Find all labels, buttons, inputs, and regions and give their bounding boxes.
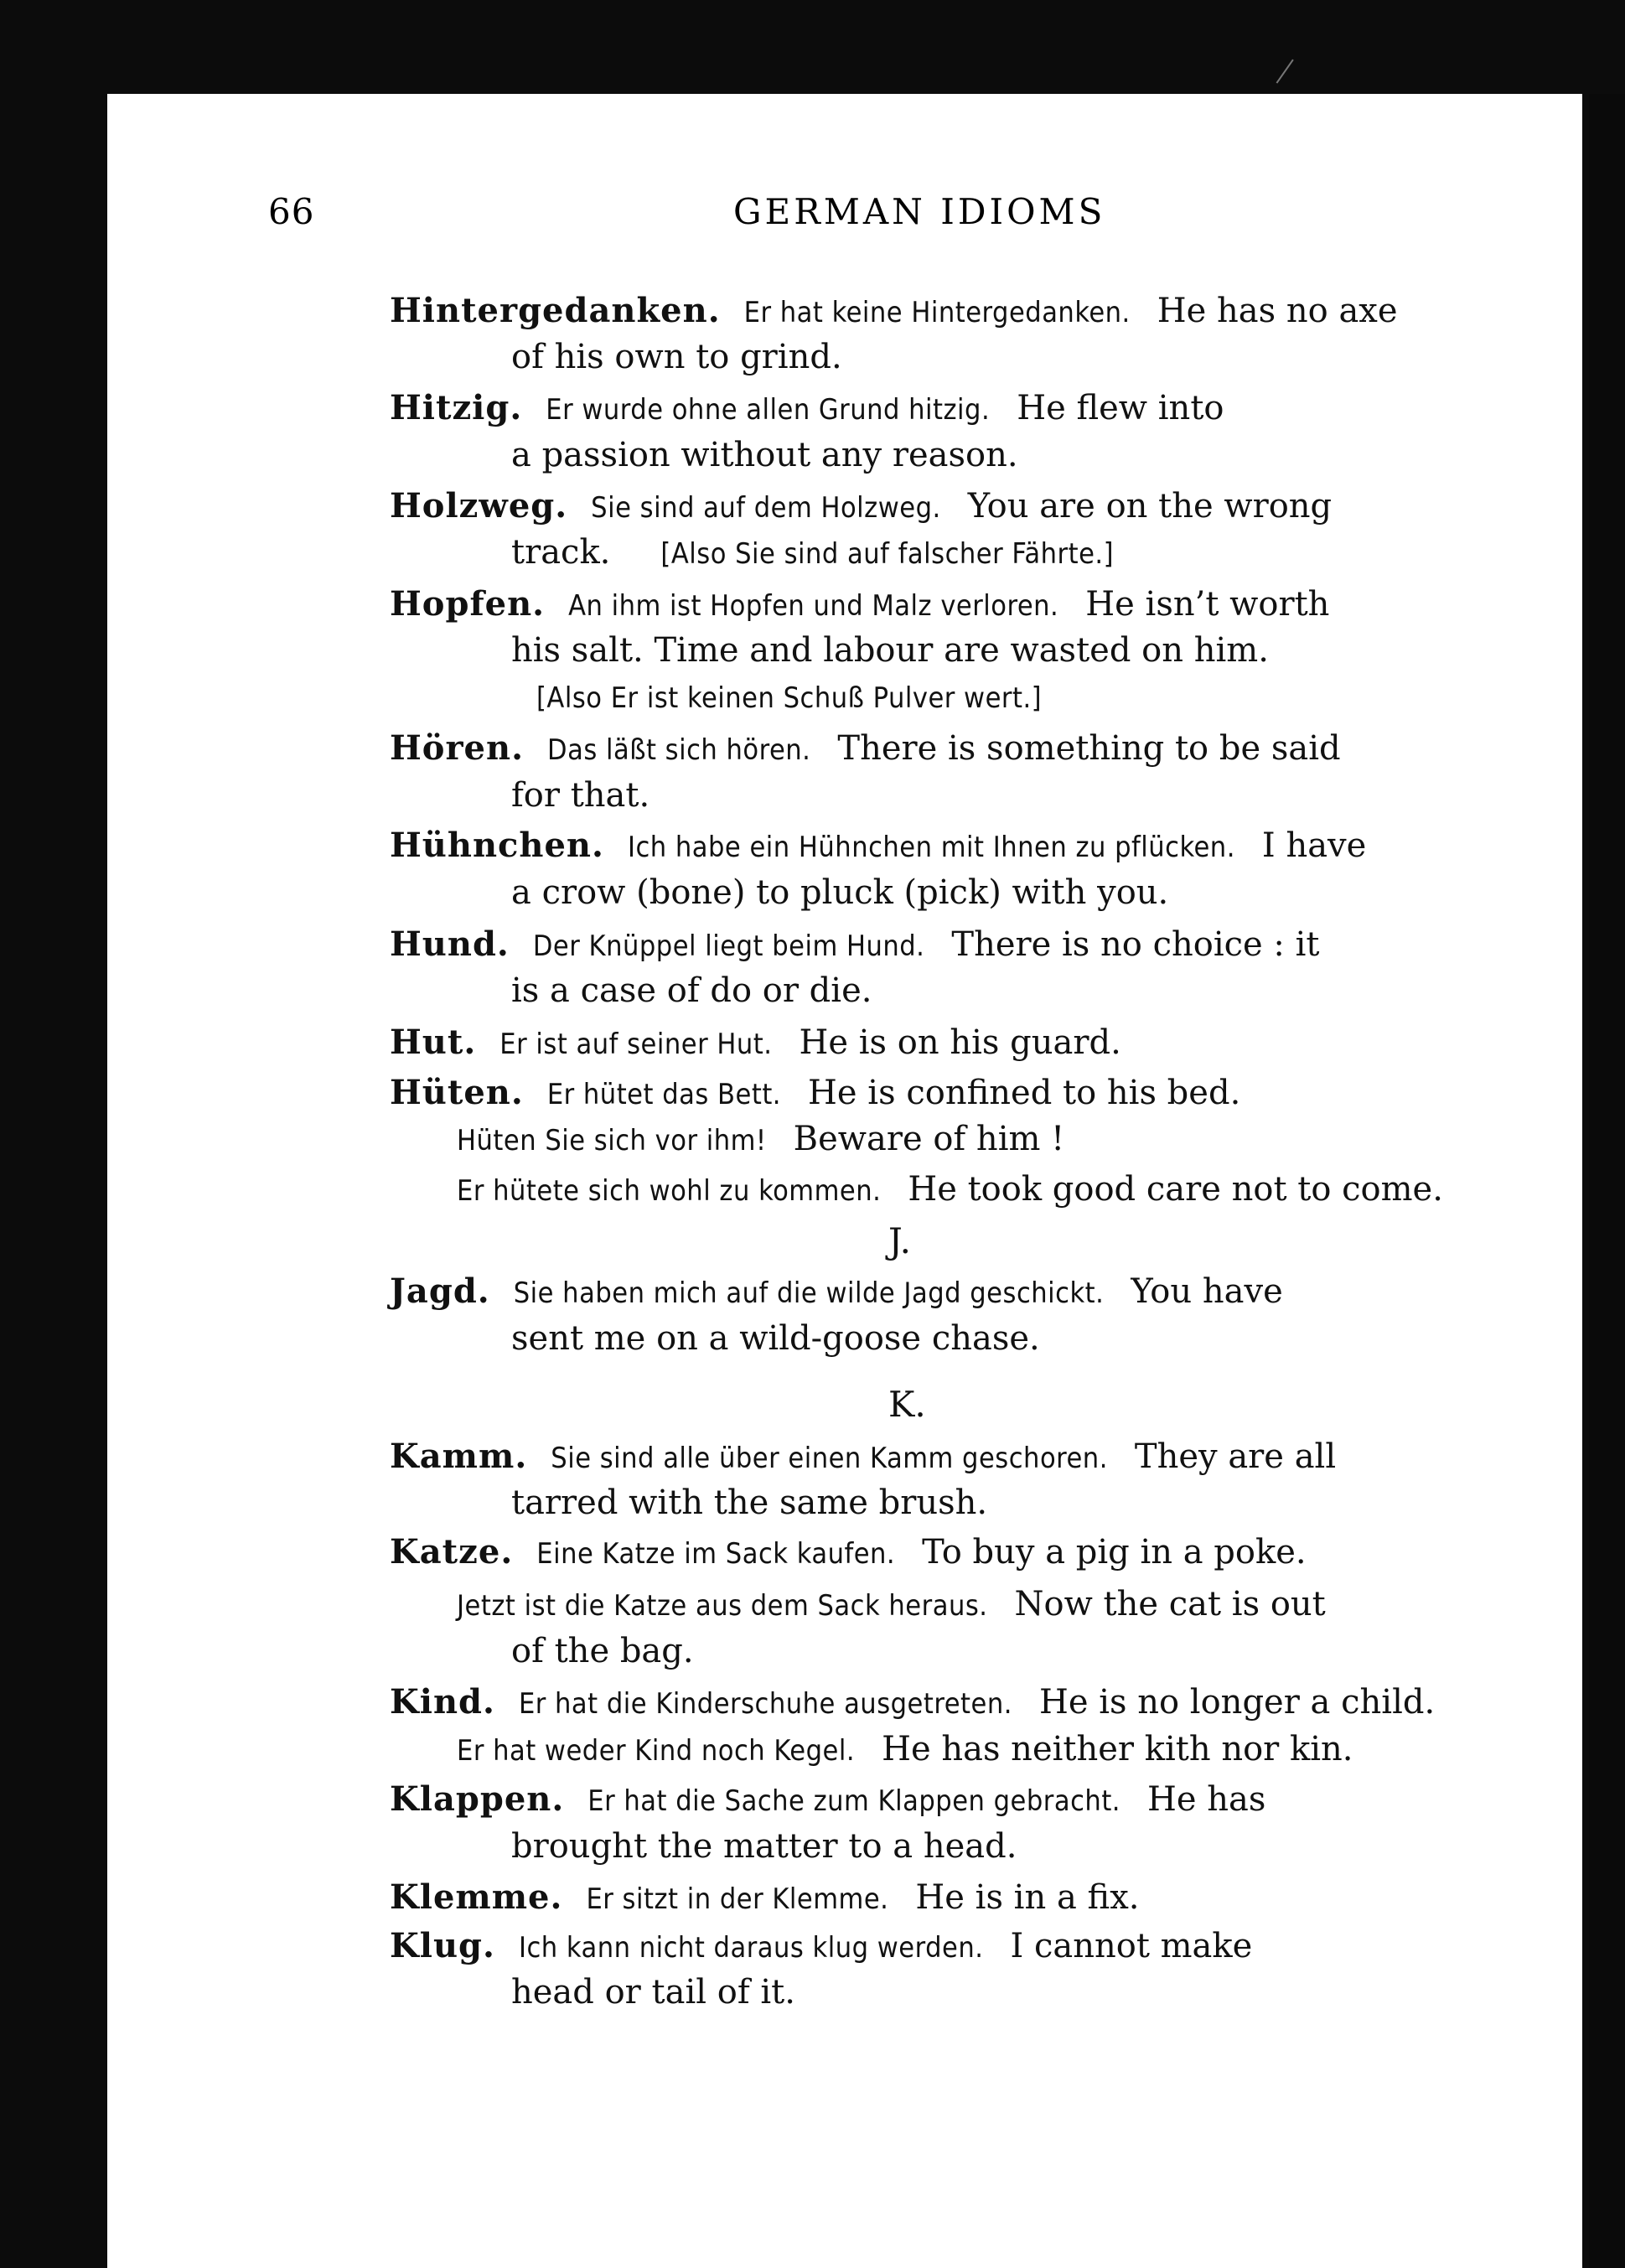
idiom-keyword: Hühnchen. [390,826,604,865]
idiom-keyword: Klug. [390,1926,495,1965]
english-translation: There is no choice : it [951,925,1320,964]
english-translation: You have [1131,1272,1283,1311]
german-phrase: Sie haben mich auf die wilde Jagd geschickt. [513,1276,1105,1310]
idiom-line [390,1069,1240,1118]
german-phrase: Er hütete sich wohl zu kommen. [457,1174,882,1208]
english-translation: He has neither kith nor kin. [882,1730,1353,1768]
german-phrase: Er hat die Kinderschuhe ausgetreten. [518,1687,1012,1721]
idiom-keyword: Hören. [390,728,525,768]
english-translation: of his own to grind. [511,338,842,376]
english-translation: They are all [1134,1437,1337,1476]
idiom-keyword: Klappen. [390,1779,565,1819]
english-translation: He isn’t worth [1085,585,1330,624]
german-phrase: Eine Katze im Sack kaufen. [536,1537,896,1571]
english-translation: I cannot make [1010,1927,1253,1965]
idiom-keyword: Hund. [390,924,510,964]
idiom-line [390,287,1398,336]
section-letter: K. [888,1384,926,1425]
english-translation: I have [1261,826,1367,865]
english-translation: head or tail of it. [511,1973,795,2012]
page-number: 66 [268,191,315,232]
english-translation: You are on the wrong [967,487,1333,526]
idiom-line [390,385,1224,433]
idiom-line [390,483,1332,531]
idiom-line [511,869,1168,916]
alternative-note: [Also Sie sind auf falscher Fährte.] [660,537,1115,571]
idiom-line [390,1529,1307,1577]
idiom-line [511,1315,1040,1362]
idiom-keyword: Hut. [390,1023,477,1062]
idiom-line [390,1679,1435,1727]
scan-mark [1276,60,1311,96]
idiom-keyword: Jagd. [390,1271,490,1311]
german-phrase: Er hat die Sache zum Klappen gebracht. [587,1784,1121,1818]
german-phrase: Sie sind alle über einen Kamm geschoren. [551,1442,1108,1475]
german-phrase: Sie sind auf dem Holzweg. [591,491,941,525]
idiom-line [390,822,1366,871]
idiom-line [511,1969,795,2016]
english-translation: He flew into [1017,389,1224,427]
english-translation: is a case of do or die. [511,971,872,1010]
german-phrase: Das läßt sich hören. [547,733,811,767]
english-translation: track. [511,533,611,572]
english-translation: a crow (bone) to pluck (pick) with you. [511,873,1169,912]
idiom-line [457,1581,1326,1629]
idiom-line [511,967,872,1014]
idiom-line [390,725,1341,774]
german-phrase: Er sitzt in der Klemme. [586,1882,889,1916]
english-translation: He is confined to his bed. [808,1074,1241,1112]
idiom-line [511,627,1269,674]
idiom-line [390,1923,1252,1971]
german-phrase: Er ist auf seiner Hut. [499,1028,773,1061]
page-header [0,191,1625,241]
idiom-line [511,772,649,819]
idiom-line [511,432,1018,479]
idiom-keyword: Klemme. [390,1877,563,1917]
english-translation: He is in a fix. [915,1878,1140,1917]
idiom-keyword: Kamm. [390,1437,528,1476]
idiom-line [457,1726,1353,1774]
idiom-line [511,1628,694,1675]
english-translation: a passion without any reason. [511,436,1018,474]
english-translation: He has [1147,1780,1266,1819]
idiom-line [511,529,1114,577]
idiom-line [390,1776,1265,1825]
english-translation: He is no longer a child. [1038,1683,1436,1722]
english-translation: Now the cat is out [1014,1585,1326,1623]
english-translation: of the bag. [511,1632,694,1670]
idiom-line [390,1433,1336,1482]
german-phrase: Er hat keine Hintergedanken. [743,296,1131,329]
idiom-line [390,581,1329,629]
english-translation: for that. [511,776,650,815]
idiom-line [390,1268,1283,1317]
english-translation: He has no axe [1157,292,1398,330]
german-phrase: Jetzt ist die Katze aus dem Sack heraus. [457,1589,988,1623]
english-translation: brought the matter to a head. [511,1827,1017,1866]
english-translation: tarred with the same brush. [511,1484,988,1522]
english-translation: Beware of him ! [793,1120,1065,1158]
idiom-line [536,673,1042,722]
alternative-note: [Also Er ist keinen Schuß Pulver wert.] [536,681,1043,715]
idiom-keyword: Hintergedanken. [390,291,721,330]
english-translation: He is on his guard. [799,1023,1121,1062]
page-edge-shadow [1589,94,1625,2268]
idiom-keyword: Katze. [390,1532,514,1572]
idiom-line [457,1116,1064,1164]
german-phrase: An ihm ist Hopfen und Malz verloren. [568,589,1059,623]
idiom-line [457,1166,1443,1214]
idiom-keyword: Hopfen. [390,584,546,624]
idiom-keyword: Hüten. [390,1073,524,1112]
english-translation: He took good care not to come. [908,1170,1443,1209]
idiom-line [390,921,1320,970]
german-phrase: Er wurde ohne allen Grund hitzig. [546,393,991,427]
german-phrase: Er hütet das Bett. [546,1078,782,1111]
idiom-line [390,1019,1121,1068]
english-translation: To buy a pig in a poke. [922,1533,1307,1572]
idiom-line [390,1874,1139,1923]
german-phrase: Er hat weder Kind noch Kegel. [457,1734,856,1768]
english-translation: There is something to be said [837,729,1341,768]
german-phrase: Ich kann nicht daraus klug werden. [518,1931,984,1965]
idiom-line [511,1479,987,1526]
idiom-keyword: Holzweg. [390,486,568,526]
german-phrase: Der Knüppel liegt beim Hund. [532,929,925,963]
german-phrase: Hüten Sie sich vor ihm! [457,1124,767,1157]
idiom-keyword: Kind. [390,1682,495,1722]
idiom-keyword: Hitzig. [390,388,523,427]
running-head: GERMAN IDIOMS [733,191,1106,232]
idiom-line [511,334,842,381]
german-phrase: Ich habe ein Hühnchen mit Ihnen zu pflücken. [627,831,1235,864]
english-translation: his salt. Time and labour are wasted on him. [511,631,1269,670]
idiom-line [511,1823,1017,1870]
english-translation: sent me on a wild-goose chase. [511,1319,1040,1358]
section-letter: J. [888,1220,911,1261]
